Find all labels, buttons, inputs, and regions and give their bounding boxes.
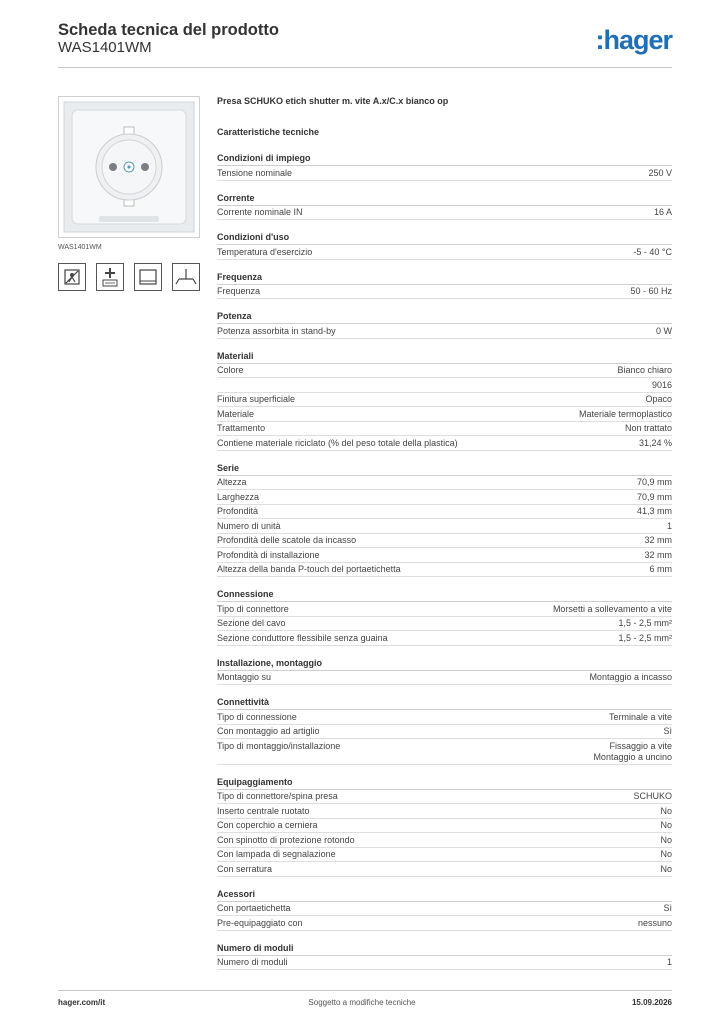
spec-row [217, 436, 672, 451]
spec-value: 9016 [651, 379, 672, 390]
spec-label: Tipo di connessione [217, 711, 297, 722]
section-heading: Frequenza [217, 272, 672, 285]
section-heading: Equipaggiamento [217, 777, 672, 790]
spec-value: 70,9 mm [636, 477, 672, 487]
product-title: Presa SCHUKO etich shutter m. vite A.x/C.x bianco op [217, 96, 449, 106]
spec-row [217, 725, 672, 740]
spec-row [217, 563, 672, 578]
spec-row [217, 548, 672, 563]
spec-value: No [660, 863, 672, 874]
spec-value: No [660, 834, 672, 845]
spec-value: 0 W [655, 325, 672, 336]
spec-label: Con serratura [217, 863, 273, 874]
spec-row [217, 166, 672, 181]
child-protection-icon [58, 263, 86, 291]
socket-drawing [59, 97, 199, 237]
technical-spec [217, 96, 672, 970]
spec-row [217, 393, 672, 408]
spec-row [217, 285, 672, 300]
spec-label: Potenza assorbita in stand-by [217, 325, 336, 336]
spec-row [217, 631, 672, 646]
spec-label: Corrente nominale IN [217, 207, 303, 217]
spec-label: Altezza della banda P-touch del portaetichetta [217, 564, 401, 574]
spec-value: 1 [666, 520, 672, 531]
spec-row [217, 245, 672, 260]
header-divider [58, 67, 672, 68]
spec-row [217, 833, 672, 848]
spec-label: Trattamento [217, 423, 266, 433]
spec-label: Con coperchio a cerniera [217, 820, 318, 830]
section-heading: Condizioni di impiego [217, 153, 672, 166]
spec-value: Sì [663, 903, 672, 913]
spec-value: 31,24 % [638, 437, 672, 448]
spec-value: 41,3 mm [636, 506, 672, 516]
spec-value: Terminale a vite [608, 711, 672, 722]
spec-row [217, 819, 672, 834]
spec-value: 1 [666, 957, 672, 967]
footer-website: hager.com/it [58, 998, 106, 1007]
hager-logo: :hager [595, 25, 672, 55]
spec-row [217, 710, 672, 725]
spec-label: Profondità delle scatole da incasso [217, 535, 357, 545]
spec-row [217, 617, 672, 632]
feature-icons [58, 263, 200, 291]
spec-row [217, 324, 672, 339]
section-heading: Corrente [217, 193, 672, 206]
spec-sections [217, 153, 672, 970]
spec-label: Con lampada di segnalazione [217, 849, 336, 859]
spec-value: Fissaggio a vite Montaggio a uncino [593, 740, 672, 762]
spec-value: No [660, 849, 672, 859]
spec-label: Tipo di connettore/spina presa [217, 791, 338, 801]
spec-row [217, 490, 672, 505]
section-heading: Condizioni d'uso [217, 232, 672, 245]
spec-label: Sezione conduttore flessibile senza guaina [217, 632, 388, 643]
spec-value: Morsetti a sollevamento a vite [552, 603, 672, 614]
spec-value: Montaggio a incasso [589, 672, 672, 682]
spec-label: Frequenza [217, 286, 261, 296]
spec-label: Con portaetichetta [217, 903, 291, 913]
surface-box-icon [134, 263, 162, 291]
spec-label: Montaggio su [217, 672, 272, 682]
spec-row [217, 476, 672, 491]
spec-row [217, 534, 672, 549]
spec-label: Tensione nominale [217, 167, 293, 178]
spec-value: 70,9 mm [636, 491, 672, 502]
spec-value: Materiale termoplastico [578, 408, 672, 419]
spec-value: Sì [663, 726, 672, 736]
spec-label: Materiale [217, 408, 255, 419]
ground-symbol-icon [172, 263, 200, 291]
spec-label: Colore [217, 365, 244, 375]
section-heading: Materiali [217, 351, 672, 364]
spec-row [217, 916, 672, 931]
spec-value: Opaco [645, 394, 672, 404]
spec-label: Contiene materiale riciclato (% del peso totale della plastica) [217, 437, 458, 448]
spec-value: Non trattato [624, 423, 672, 433]
image-caption: WAS1401WM [58, 244, 102, 251]
spec-row [217, 862, 672, 877]
document-subtitle: WAS1401WM [58, 39, 152, 56]
spec-value: No [660, 820, 672, 830]
spec-row [217, 505, 672, 520]
footer-divider [58, 990, 672, 991]
section-heading: Connessione [217, 589, 672, 602]
spec-label: Tipo di montaggio/installazione [217, 740, 341, 751]
section-heading: Installazione, montaggio [217, 658, 672, 671]
spec-label: Temperatura d'esercizio [217, 246, 313, 257]
spec-label: Profondità [217, 506, 259, 516]
spec-heading: Caratteristiche tecniche [217, 127, 320, 137]
terminal-plus-icon [96, 263, 124, 291]
spec-row [217, 206, 672, 221]
spec-value: 1,5 - 2,5 mm² [618, 632, 672, 643]
spec-value: 250 V [648, 167, 672, 178]
spec-label: Con spinotto di protezione rotondo [217, 834, 355, 845]
section-heading: Serie [217, 463, 672, 476]
spec-row [217, 804, 672, 819]
document-title: Scheda tecnica del prodotto [58, 21, 279, 39]
spec-row [217, 848, 672, 863]
spec-label: Inserto centrale ruotato [217, 805, 310, 816]
spec-label: Tipo di connettore [217, 603, 289, 614]
spec-value: nessuno [637, 917, 672, 928]
spec-value: 16 A [653, 207, 672, 217]
spec-row [217, 790, 672, 805]
section-heading: Connettività [217, 697, 672, 710]
footer-note: Soggetto a modifiche tecniche [308, 998, 416, 1007]
spec-row [217, 671, 672, 686]
spec-row [217, 407, 672, 422]
spec-row [217, 378, 672, 393]
footer-date: 15.09.2026 [631, 998, 672, 1007]
section-heading: Acessori [217, 889, 672, 902]
spec-label: Numero di moduli [217, 957, 288, 967]
spec-value: No [660, 805, 672, 816]
spec-label: Finitura superficiale [217, 394, 296, 404]
spec-row [217, 956, 672, 971]
product-image [58, 96, 200, 238]
spec-row [217, 519, 672, 534]
spec-value: SCHUKO [633, 791, 672, 801]
spec-value: 50 - 60 Hz [630, 286, 672, 296]
spec-row [217, 364, 672, 379]
spec-label: Sezione del cavo [217, 618, 286, 628]
spec-value: Bianco chiaro [617, 365, 672, 375]
section-heading: Potenza [217, 311, 672, 324]
spec-value: 32 mm [644, 535, 672, 545]
spec-row [217, 902, 672, 917]
section-heading: Numero di moduli [217, 943, 672, 956]
spec-value: -5 - 40 °C [633, 246, 672, 257]
spec-row [217, 602, 672, 617]
spec-value: 6 mm [649, 564, 672, 574]
spec-label: Numero di unità [217, 520, 281, 531]
spec-row [217, 739, 672, 765]
spec-row [217, 422, 672, 437]
spec-value: 1,5 - 2,5 mm² [618, 618, 672, 628]
spec-label: Pre-equipaggiato con [217, 917, 303, 928]
spec-label: Con montaggio ad artiglio [217, 726, 320, 736]
spec-label: Larghezza [217, 491, 260, 502]
spec-label: Altezza [217, 477, 247, 487]
spec-value: 32 mm [644, 549, 672, 560]
spec-label: Profondità di installazione [217, 549, 320, 560]
